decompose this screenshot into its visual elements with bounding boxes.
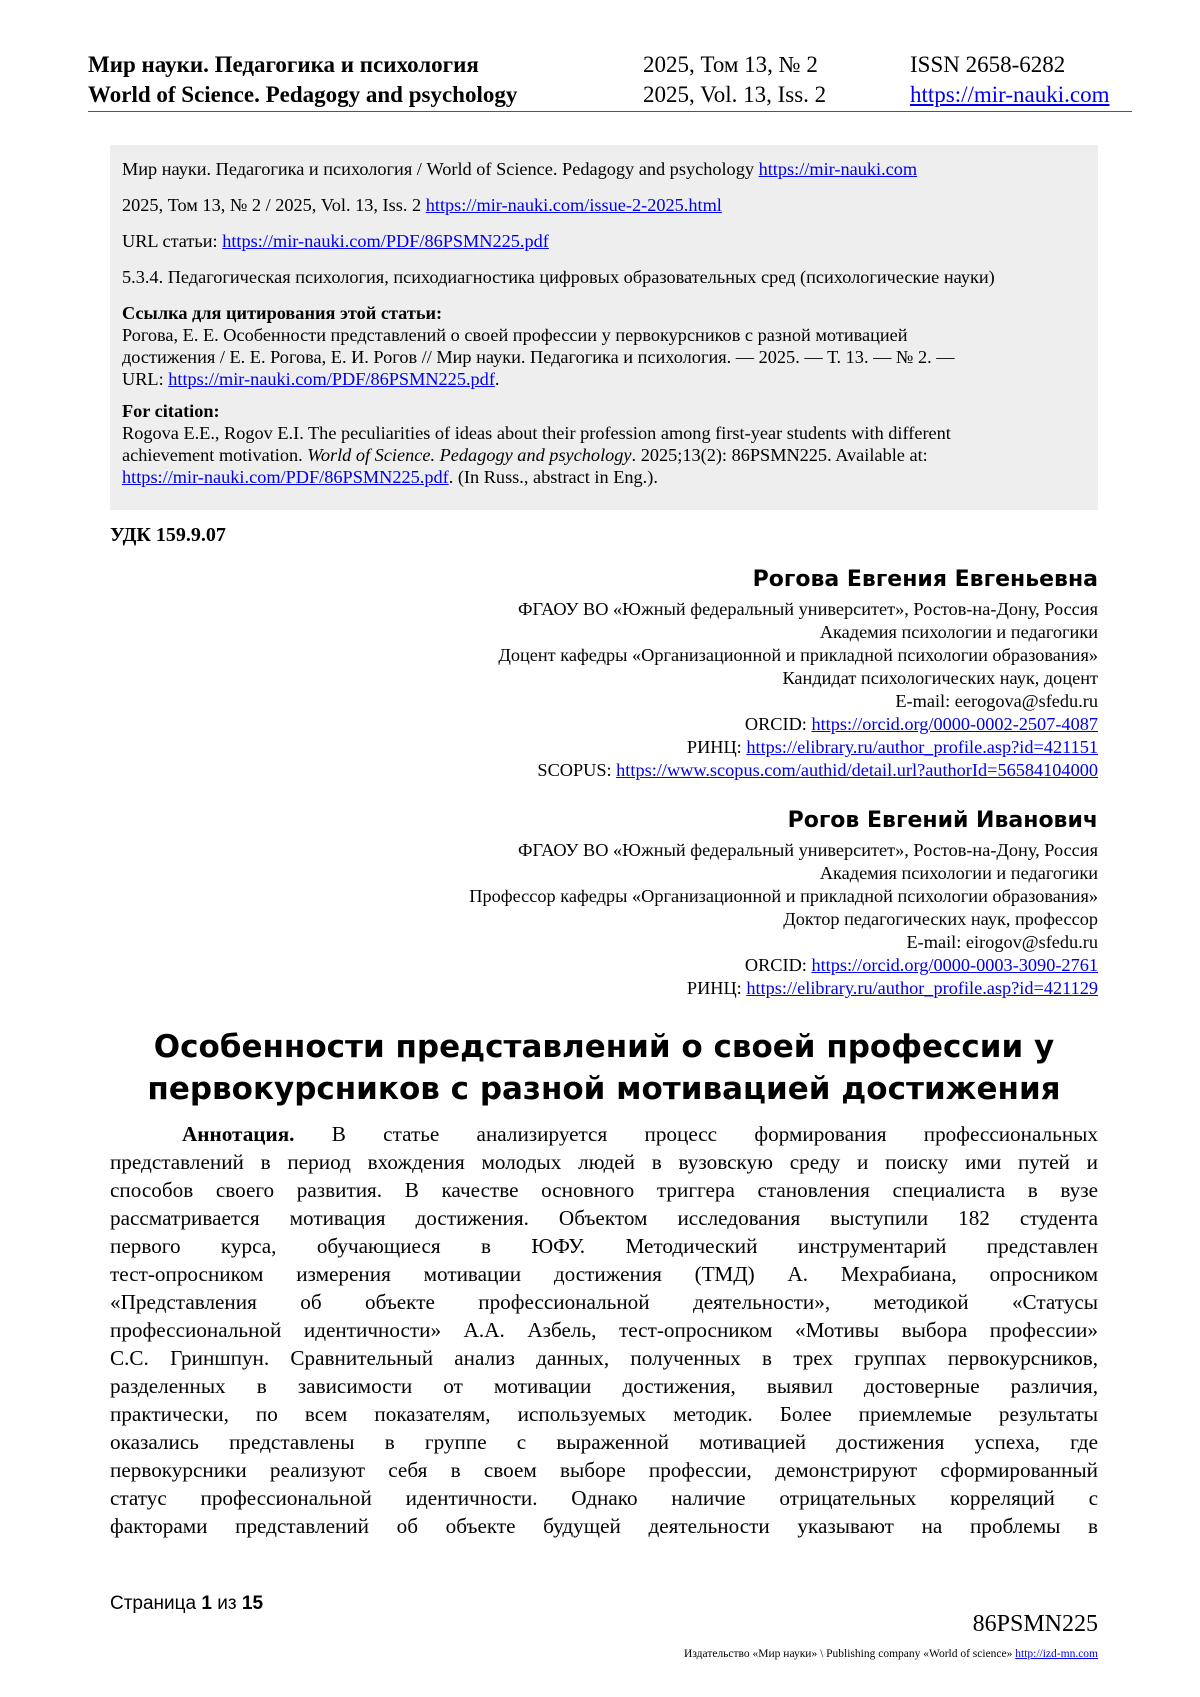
- abstract-line: профессиональной идентичности» А.А. Азбель, тест-опросником «Мотивы выбора профессии»: [110, 1318, 1098, 1342]
- abstract-line: первокурсники реализуют себя в своем выборе профессии, демонстрируют сформированный: [110, 1458, 1098, 1482]
- orcid-link[interactable]: https://orcid.org/0000-0003-3090-2761: [811, 955, 1098, 975]
- publisher-link[interactable]: http://izd-mn.com: [1015, 1648, 1098, 1660]
- author-rinc: [300, 977, 1098, 1000]
- author-email: E-mail: eerogova@sfedu.ru: [895, 691, 1098, 711]
- publisher-text: Издательство «Мир науки» \ Publishing company «World of science»: [684, 1648, 1016, 1660]
- cite-en-journal-italic: World of Science. Pedagogy and psychology: [307, 445, 632, 465]
- abstract-line: практически, по всем показателям, используемых методик. Более приемлемые результаты: [110, 1402, 1098, 1426]
- meta-url-label: URL статьи:: [122, 231, 223, 251]
- header-issue-ru: 2025, Том 13, № 2: [643, 52, 818, 77]
- cite-ru-line-2: достижения / Е. Е. Рогова, Е. И. Рогов // Мир науки. Педагогика и психология. — 2025. — Т. 13. — № 2. —: [122, 347, 955, 367]
- abstract-line: представлений в период вхождения молодых людей в вузовскую среду и поиску ими путей и: [110, 1150, 1098, 1174]
- article-meta-box: [110, 145, 1098, 510]
- cite-ru-suffix: .: [494, 369, 500, 389]
- author-affiliation: ФГАОУ ВО «Южный федеральный университет», Ростов-на-Дону, Россия: [518, 840, 1098, 860]
- cite-en-line-3: [122, 466, 1086, 488]
- author-affiliation: ФГАОУ ВО «Южный федеральный университет», Ростов-на-Дону, Россия: [518, 599, 1098, 619]
- header-journal-en: World of Science. Pedagogy and psychology: [88, 82, 518, 107]
- article-title-line-2: первокурсников с разной мотивацией достижения: [147, 1071, 1061, 1107]
- author-name: Рогов Евгений Иванович: [787, 808, 1098, 833]
- header-divider: [88, 111, 1132, 112]
- article-title: [110, 1026, 1098, 1110]
- abstract-line: «Представления об объекте профессиональной деятельности», методикой «Статусы: [110, 1290, 1098, 1314]
- cite-en-line-2: [122, 444, 1086, 466]
- meta-specialty: 5.3.4. Педагогическая психология, психодиагностика цифровых образовательных сред (психологические науки): [122, 267, 995, 287]
- cite-en-line-1: Rogova E.E., Rogov E.I. The peculiarities of ideas about their profession among first-year students with different: [122, 423, 951, 443]
- page-number: [110, 1593, 263, 1615]
- abstract-line: [110, 1120, 1098, 1148]
- abstract-line: оказались представлены в группе с выраженной мотивацией достижения успеха, где: [110, 1430, 1098, 1454]
- cite-ru-line-1: Рогова, Е. Е. Особенности представлений о своей профессии у первокурсников с разной мотивацией: [122, 325, 908, 345]
- cite-en-suffix: . (In Russ., abstract in Eng.).: [448, 467, 658, 487]
- meta-issue-text: 2025, Том 13, № 2 / 2025, Vol. 13, Iss. 2: [122, 195, 426, 215]
- meta-journal-line: [122, 158, 1086, 180]
- meta-url-line: [122, 230, 1086, 252]
- cite-ru-block: [122, 302, 1086, 390]
- meta-url-link[interactable]: https://mir-nauki.com/PDF/86PSMN225.pdf: [222, 231, 549, 251]
- header-issue: [643, 50, 826, 110]
- author-position: Доцент кафедры «Организационной и прикладной психологии образования»: [498, 645, 1098, 665]
- author-academy: Академия психологии и педагогики: [819, 863, 1098, 883]
- abstract-label: Аннотация.: [182, 1122, 295, 1146]
- header-journal: [88, 50, 517, 110]
- rinc-link[interactable]: https://elibrary.ru/author_profile.asp?id=421129: [746, 978, 1098, 998]
- author-block-1: [300, 564, 1098, 782]
- author-email: E-mail: eirogov@sfedu.ru: [906, 932, 1098, 952]
- meta-journal-text: Мир науки. Педагогика и психология / World of Science. Pedagogy and psychology: [122, 159, 759, 179]
- header-issue-en: 2025, Vol. 13, Iss. 2: [643, 82, 827, 107]
- publisher-line: [684, 1648, 1098, 1660]
- meta-issue-line: [122, 194, 1086, 216]
- page-current: 1: [201, 1593, 212, 1614]
- header-issn-number: ISSN 2658-6282: [910, 52, 1066, 77]
- author-name: Рогова Евгения Евгеньевна: [752, 567, 1098, 592]
- cite-en-text-b: . 2025;13(2): 86PSMN225. Available at:: [631, 445, 928, 465]
- article-code: 86PSMN225: [972, 1611, 1098, 1637]
- author-degree: Кандидат психологических наук, доцент: [782, 668, 1098, 688]
- abstract-line: тест-опросником измерения мотивации достижения (ТМД) А. Мехрабиана, опросником: [110, 1262, 1098, 1286]
- page-mid: из: [211, 1593, 242, 1614]
- author-rinc: [300, 736, 1098, 759]
- abstract-line: С.С. Гриншпун. Сравнительный анализ данных, полученных в трех группах первокурсников,: [110, 1346, 1098, 1370]
- cite-ru-link[interactable]: https://mir-nauki.com/PDF/86PSMN225.pdf: [168, 369, 495, 389]
- orcid-label: ORCID:: [744, 955, 812, 975]
- page-prefix: Страница: [110, 1593, 202, 1614]
- rinc-label: РИНЦ:: [686, 978, 747, 998]
- rinc-link[interactable]: https://elibrary.ru/author_profile.asp?id=421151: [746, 737, 1098, 757]
- abstract: [110, 1120, 1098, 1540]
- author-block-2: [300, 805, 1098, 1000]
- author-scopus: [300, 759, 1098, 782]
- orcid-label: ORCID:: [744, 714, 812, 734]
- author-academy: Академия психологии и педагогики: [819, 622, 1098, 642]
- abstract-line: способов своего развития. В качестве основного триггера становления специалиста в вузе: [110, 1178, 1098, 1202]
- orcid-link[interactable]: https://orcid.org/0000-0002-2507-4087: [811, 714, 1098, 734]
- article-title-line-1: Особенности представлений о своей профессии у: [153, 1029, 1055, 1065]
- running-header: [88, 50, 1120, 110]
- author-position: Профессор кафедры «Организационной и прикладной психологии образования»: [469, 886, 1098, 906]
- author-orcid: [300, 713, 1098, 736]
- scopus-label: SCOPUS:: [537, 760, 617, 780]
- abstract-line-text: В статье анализируется процесс формирования профессиональных: [294, 1122, 1098, 1146]
- cite-en-text-a: achievement motivation.: [122, 445, 308, 465]
- meta-issue-link[interactable]: https://mir-nauki.com/issue-2-2025.html: [425, 195, 722, 215]
- abstract-line: разделенных в зависимости от мотивации достижения, выявил достоверные различия,: [110, 1374, 1098, 1398]
- rinc-label: РИНЦ:: [686, 737, 747, 757]
- meta-journal-link[interactable]: https://mir-nauki.com: [758, 159, 918, 179]
- cite-ru-url-label: URL:: [122, 369, 169, 389]
- abstract-line: первого курса, обучающиеся в ЮФУ. Методический инструментарий представлен: [110, 1234, 1098, 1258]
- cite-ru-line-3: [122, 368, 1086, 390]
- scopus-link[interactable]: https://www.scopus.com/authid/detail.url?authorId=56584104000: [616, 760, 1098, 780]
- udk-code: УДК 159.9.07: [110, 524, 226, 546]
- cite-en-block: [122, 400, 1086, 488]
- cite-en-link[interactable]: https://mir-nauki.com/PDF/86PSMN225.pdf: [122, 467, 449, 487]
- author-degree: Доктор педагогических наук, профессор: [783, 909, 1098, 929]
- abstract-line: рассматривается мотивация достижения. Объектом исследования выступили 182 студента: [110, 1206, 1098, 1230]
- cite-en-heading: For citation:: [122, 401, 220, 421]
- header-site-link[interactable]: https://mir-nauki.com: [910, 82, 1110, 107]
- cite-ru-heading: Ссылка для цитирования этой статьи:: [122, 303, 443, 323]
- page-total: 15: [241, 1593, 264, 1614]
- header-journal-ru: Мир науки. Педагогика и психология: [88, 52, 479, 77]
- header-issn: [910, 50, 1110, 110]
- abstract-line: факторами представлений об объекте будущей деятельности указывают на проблемы в: [110, 1514, 1098, 1538]
- author-orcid: [300, 954, 1098, 977]
- abstract-line: статус профессиональной идентичности. Однако наличие отрицательных корреляций с: [110, 1486, 1098, 1510]
